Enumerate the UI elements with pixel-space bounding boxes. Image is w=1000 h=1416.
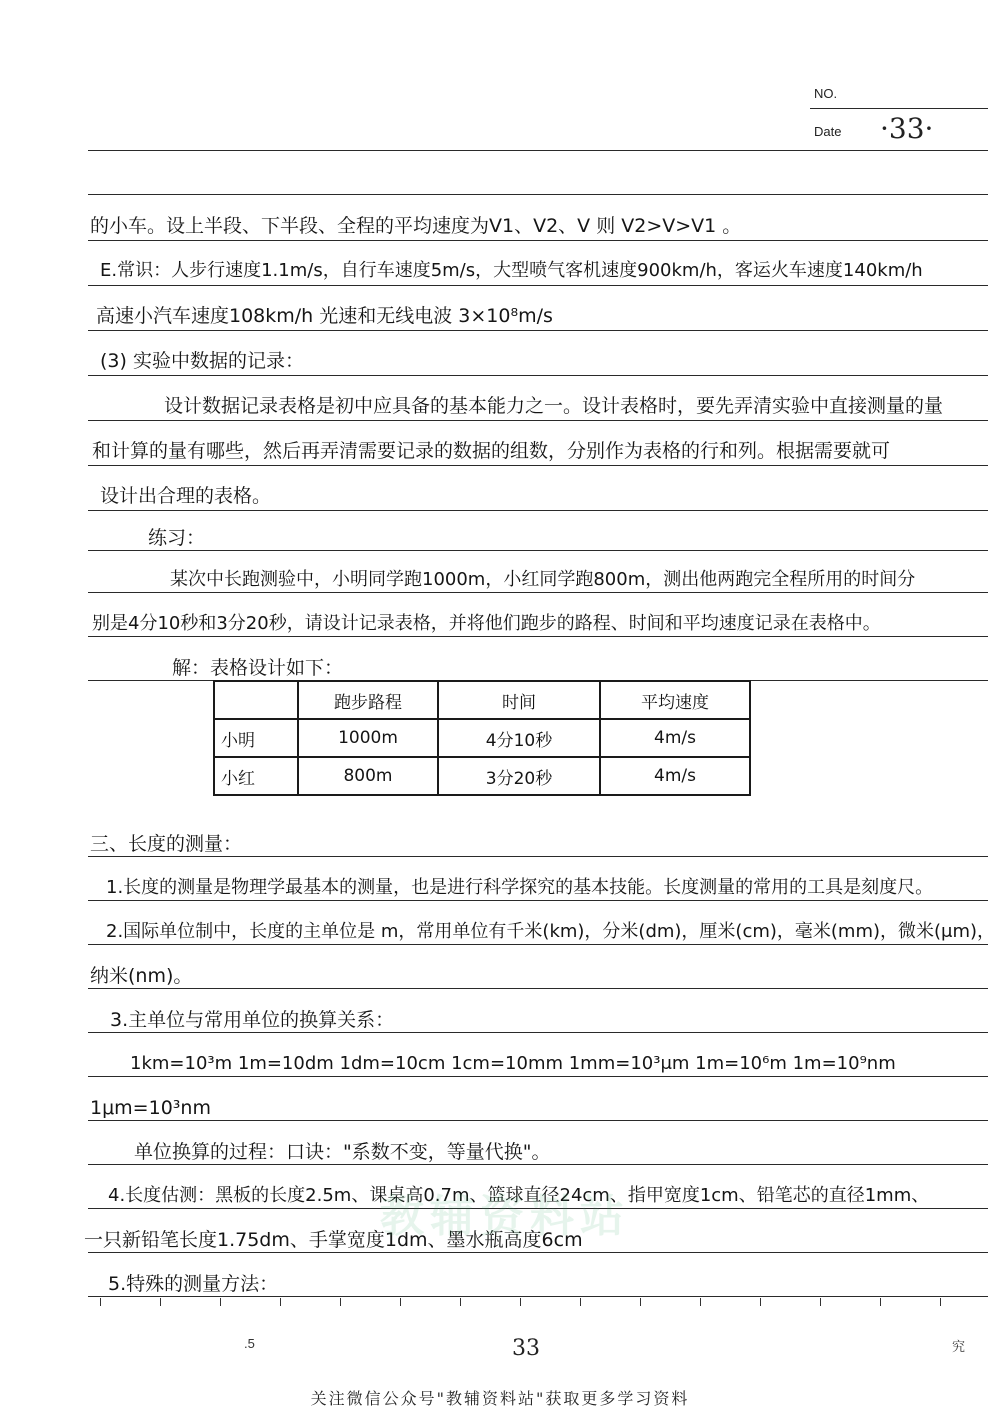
- table-cell: 800m: [298, 757, 438, 795]
- table-cell: 4m/s: [600, 719, 750, 757]
- table-header-cell: [214, 681, 298, 719]
- footer-note: 关注微信公众号"教辅资料站"获取更多学习资料: [310, 1389, 690, 1408]
- header-rule: [810, 108, 988, 109]
- table-cell: 小红: [214, 757, 298, 795]
- text-line: 设计出合理的表格。: [100, 485, 272, 507]
- ruled-line: [88, 636, 988, 637]
- ruled-line: [88, 944, 988, 945]
- ruled-line: [88, 856, 988, 857]
- ruler-tick: [100, 1298, 101, 1306]
- text-line: 4.长度估测：黑板的长度2.5m、课桌高0.7m、篮球直径24cm、指甲宽度1cm、铅笔芯的直径1mm、: [108, 1185, 930, 1206]
- table-cell: 4分10秒: [438, 719, 600, 757]
- no-label: NO.: [814, 86, 838, 101]
- ruled-line: [88, 240, 988, 241]
- text-line: 三、长度的测量：: [90, 833, 243, 855]
- ruler-tick: [460, 1298, 461, 1306]
- ruler-tick: [940, 1298, 941, 1306]
- ruler-tick: [820, 1298, 821, 1306]
- text-line: 2.国际单位制中，长度的主单位是 m，常用单位有千米(km)，分米(dm)，厘米(cm)，毫米(mm)，微米(μm)，: [106, 921, 996, 942]
- text-line: 纳米(nm)。: [90, 965, 193, 987]
- text-line: 别是4分10秒和3分20秒，请设计记录表格，并将他们跑步的路程、时间和平均速度记录在表格中。: [92, 613, 881, 634]
- ruled-line: [88, 285, 988, 286]
- text-line: 和计算的量有哪些，然后再弄清需要记录的数据的组数，分别作为表格的行和列。根据需要就可: [92, 440, 891, 462]
- table-cell: 1000m: [298, 719, 438, 757]
- ruled-line: [88, 1032, 988, 1033]
- text-line: 某次中长跑测验中，小明同学跑1000m，小红同学跑800m，测出他两跑完全程所用的时间分: [170, 569, 916, 590]
- ruled-line: [88, 1076, 988, 1077]
- ruled-line: [88, 194, 988, 195]
- table-header-cell: 平均速度: [600, 681, 750, 719]
- text-line: 1.长度的测量是物理学最基本的测量，也是进行科学探究的基本技能。长度测量的常用的工具是刻度尺。: [106, 877, 934, 898]
- text-line: 单位换算的过程：口诀："系数不变，等量代换"。: [134, 1141, 551, 1163]
- ruled-line: [88, 988, 988, 989]
- text-line: E.常识：人步行速度1.1m/s，自行车速度5m/s，大型喷气客机速度900km/h，客运火车速度140km/h: [100, 260, 923, 281]
- watermark-logo-text: 教辅资料站: [380, 1191, 630, 1242]
- ruled-line: [88, 1296, 988, 1297]
- ruler-tick: [700, 1298, 701, 1306]
- ruler-tick: [580, 1298, 581, 1306]
- ruler-tick: [340, 1298, 341, 1306]
- ruled-line: [88, 1164, 988, 1165]
- text-line: (3) 实验中数据的记录：: [100, 350, 304, 372]
- ruled-line: [88, 900, 988, 901]
- ruled-line: [88, 1120, 988, 1121]
- table-row: [214, 757, 750, 795]
- ruled-line: [88, 330, 988, 331]
- text-line: 高速小汽车速度108km/h 光速和无线电波 3×10⁸m/s: [96, 305, 553, 327]
- ruler-tick: [640, 1298, 641, 1306]
- text-line: 1μm=10³nm: [90, 1097, 211, 1119]
- table-row: [214, 719, 750, 757]
- text-line: 解：表格设计如下：: [172, 657, 344, 679]
- ruler-tick: [760, 1298, 761, 1306]
- ruler-tick: [400, 1298, 401, 1306]
- text-line: 3.主单位与常用单位的换算关系：: [110, 1009, 395, 1031]
- date-value: ·33·: [880, 112, 934, 145]
- ruler-tick: [220, 1298, 221, 1306]
- table-cell: 4m/s: [600, 757, 750, 795]
- ruler-tick: [520, 1298, 521, 1306]
- page-number: 33: [512, 1336, 540, 1361]
- ruled-line: [88, 375, 988, 376]
- ruled-line: [88, 465, 988, 466]
- text-line: 一只新铅笔长度1.75dm、手掌宽度1dm、墨水瓶高度6cm: [84, 1229, 583, 1251]
- table-header-row: [214, 681, 750, 719]
- table-header-cell: 时间: [438, 681, 600, 719]
- table-cell: 小明: [214, 719, 298, 757]
- text-line: 的小车。设上半段、下半段、全程的平均速度为V1、V2、V 则 V2>V>V1 。: [90, 215, 742, 237]
- footer-right-mark: 究: [952, 1339, 966, 1354]
- text-line: 练习：: [148, 527, 206, 549]
- ruled-line: [88, 1252, 988, 1253]
- ruler-tick: [880, 1298, 881, 1306]
- ruled-line: [88, 510, 988, 511]
- ruled-line: [88, 592, 988, 593]
- date-label: Date: [814, 124, 842, 139]
- ruler-tick: [280, 1298, 281, 1306]
- text-line: 设计数据记录表格是初中应具备的基本能力之一。设计表格时，要先弄清实验中直接测量的量: [164, 395, 944, 417]
- record-table: [213, 680, 751, 796]
- table-cell: 3分20秒: [438, 757, 600, 795]
- text-line: 1km=10³m 1m=10dm 1dm=10cm 1cm=10mm 1mm=10³μm 1m=10⁶m 1m=10⁹nm: [130, 1053, 896, 1074]
- ruled-line: [88, 150, 988, 151]
- ruled-line: [88, 420, 988, 421]
- ruler-tick: [160, 1298, 161, 1306]
- text-line: 5.特殊的测量方法：: [108, 1273, 279, 1295]
- footer-left-number: .5: [244, 1336, 255, 1351]
- ruled-line: [88, 550, 988, 551]
- table-header-cell: 跑步路程: [298, 681, 438, 719]
